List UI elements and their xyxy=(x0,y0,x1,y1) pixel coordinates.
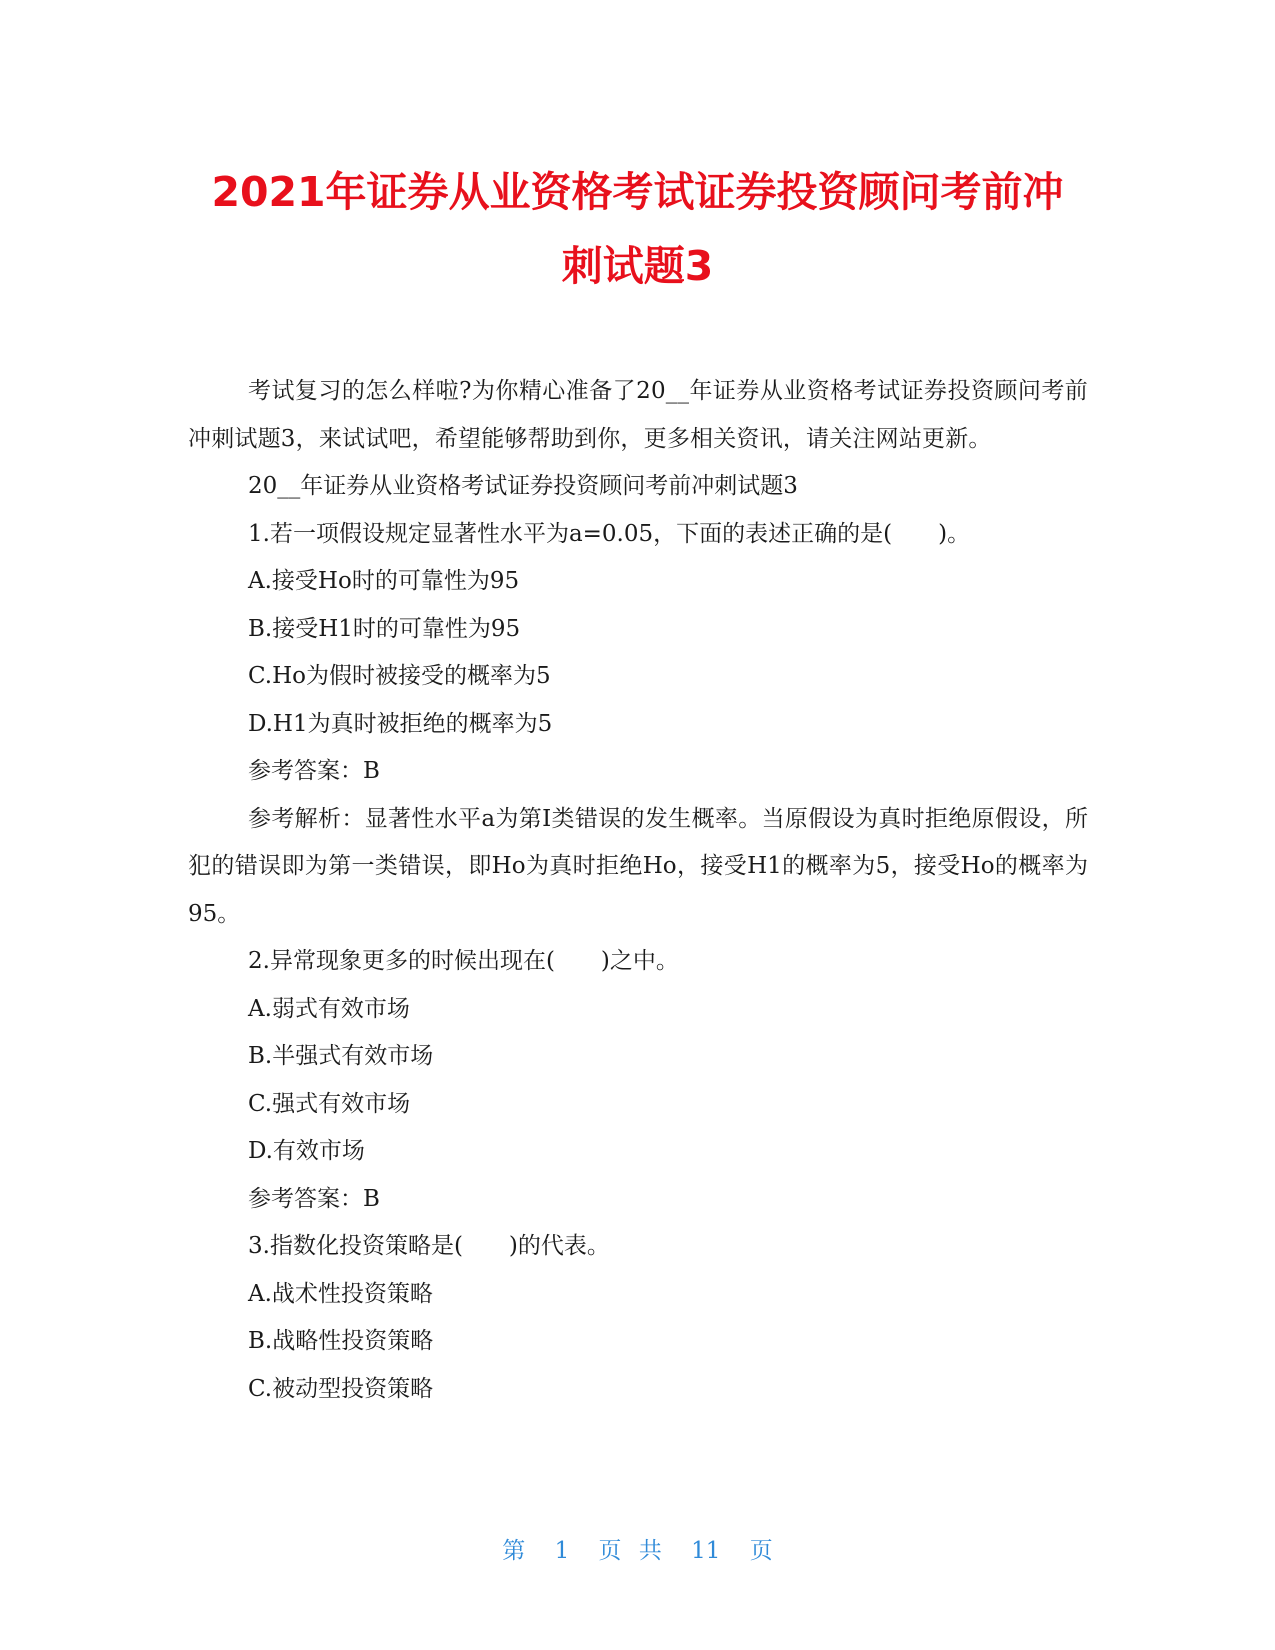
intro-paragraph: 考试复习的怎么样啦?为你精心准备了20__年证券从业资格考试证券投资顾问考前冲刺试题3，来试试吧，希望能够帮助到你，更多相关资讯，请关注网站更新。 xyxy=(188,378,1088,452)
question-3-option-a: A.战术性投资策略 xyxy=(248,1280,433,1307)
subheading: 20__年证券从业资格考试证券投资顾问考前冲刺试题3 xyxy=(248,473,798,499)
page-footer xyxy=(0,1532,1275,1565)
question-1-option-c: C.Ho为假时被接受的概率为5 xyxy=(248,663,551,689)
footer-total-pages: 11 xyxy=(691,1538,721,1564)
footer-prefix: 第 xyxy=(502,1538,526,1564)
document-body xyxy=(188,368,1088,1413)
question-1-option-b: B.接受H1时的可靠性为95 xyxy=(248,615,521,642)
question-2-option-d: D.有效市场 xyxy=(248,1138,365,1164)
title-line-2: 刺试题3 xyxy=(561,242,714,290)
question-2: 2.异常现象更多的时候出现在( )之中。 xyxy=(248,948,679,974)
document-title xyxy=(150,155,1125,303)
question-3: 3.指数化投资策略是( )的代表。 xyxy=(248,1233,610,1259)
question-2-option-c: C.强式有效市场 xyxy=(248,1090,411,1117)
question-1: 1.若一项假设规定显著性水平为a=0.05，下面的表述正确的是( )。 xyxy=(248,520,971,547)
question-2-option-a: A.弱式有效市场 xyxy=(248,995,410,1022)
question-1-answer: 参考答案：B xyxy=(248,758,380,784)
question-2-option-b: B.半强式有效市场 xyxy=(248,1043,434,1069)
footer-page-number: 1 xyxy=(554,1538,570,1564)
question-1-option-a: A.接受Ho时的可靠性为95 xyxy=(248,568,520,594)
footer-suffix: 页 xyxy=(749,1538,773,1564)
question-2-answer: 参考答案：B xyxy=(248,1185,380,1212)
question-3-option-c: C.被动型投资策略 xyxy=(248,1375,434,1402)
question-1-option-d: D.H1为真时被拒绝的概率为5 xyxy=(248,710,553,737)
question-3-option-b: B.战略性投资策略 xyxy=(248,1328,434,1354)
title-line-1: 2021年证券从业资格考试证券投资顾问考前冲 xyxy=(211,168,1064,216)
question-1-explanation: 参考解析：显著性水平a为第Ⅰ类错误的发生概率。当原假设为真时拒绝原假设，所犯的错误即为第一类错误，即Ho为真时拒绝Ho，接受H1的概率为5，接受Ho的概率为95。 xyxy=(188,805,1088,927)
footer-middle: 页 共 xyxy=(598,1538,662,1564)
